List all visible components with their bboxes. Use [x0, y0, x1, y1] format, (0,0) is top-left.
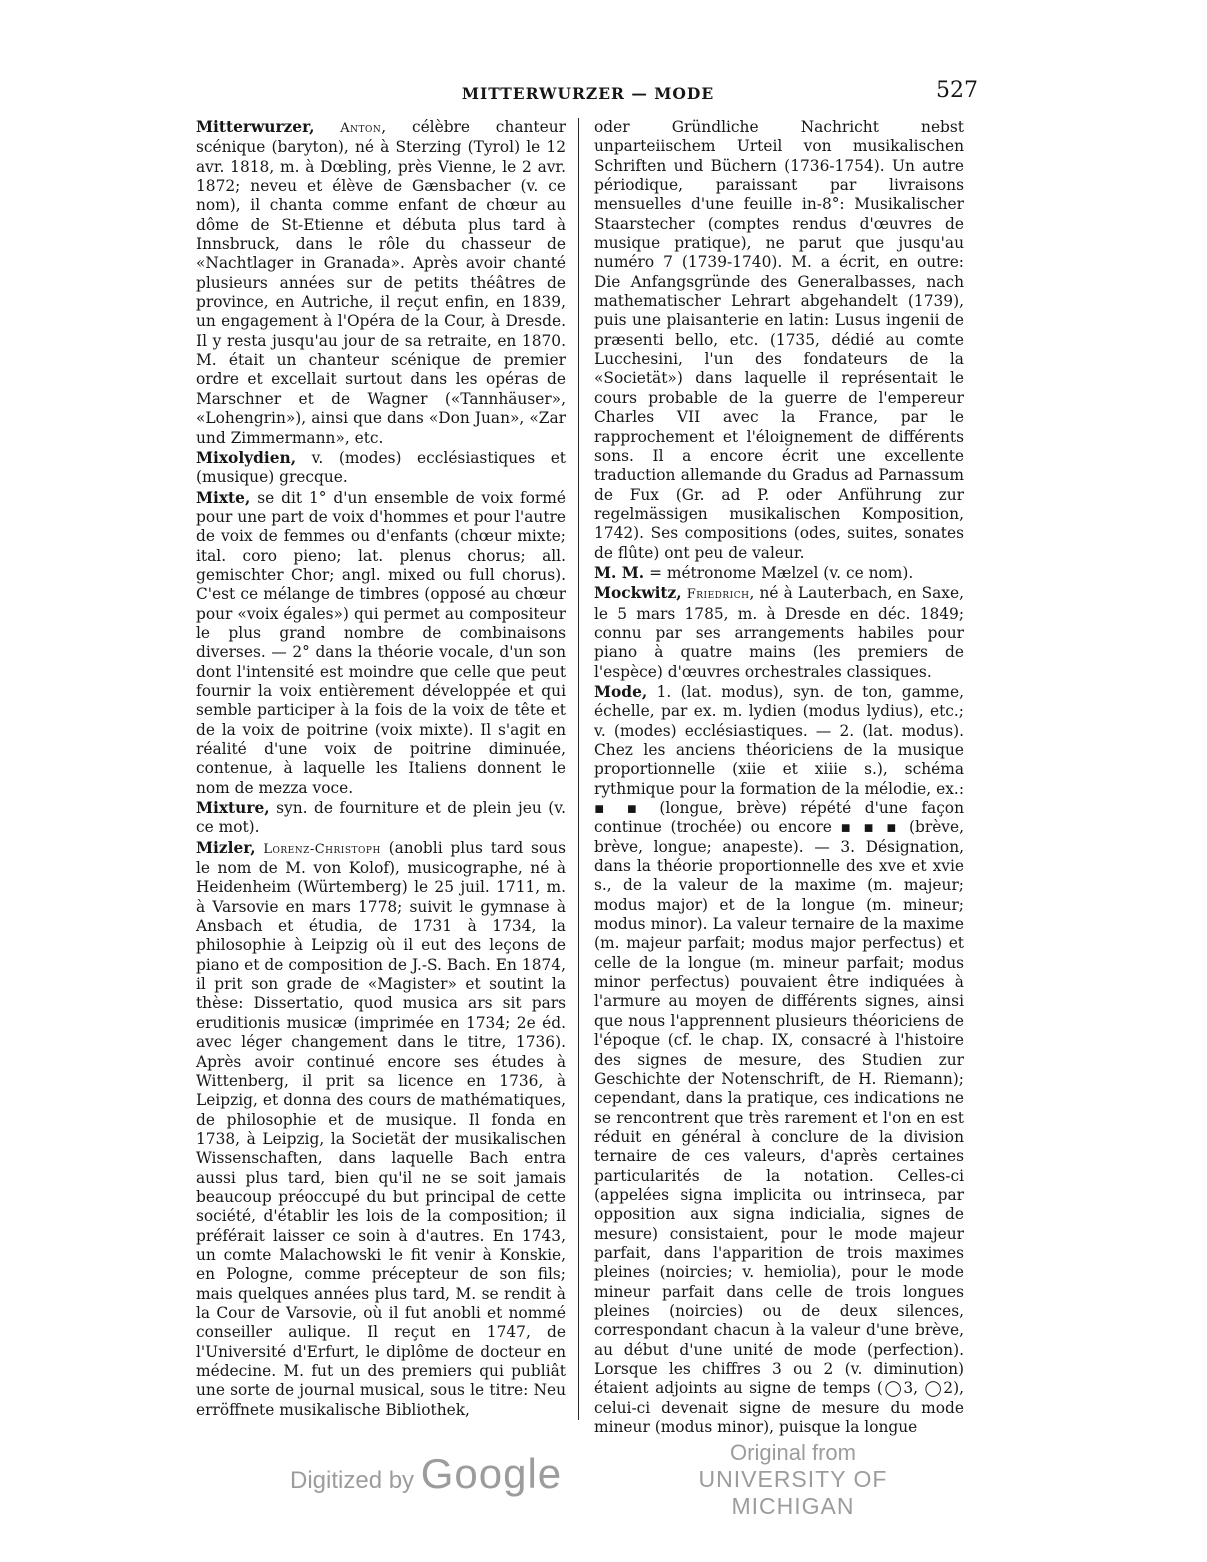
entry-headword: Mode,	[594, 682, 648, 701]
digitization-footer	[0, 1440, 1207, 1519]
entry-body: (anobli plus tard sous le nom de M. von Kolof), musicographe, né à Heidenheim (Würtemberg) le 25 juil. 1711, m. à Varsovie en mars 1778; suivit le gymnase à Ansbach et étudia, de 1731 à 1734, la philosophie à Leipzig où il eut des leçons de piano et de composition de J.-S. Bach. En 1874, il prit son grade de «Magister» et soutint la thèse: Dissertatio, quod musica ars sit pars eruditionis musicæ (imprimée en 1734; 2e éd. avec léger changement dans le titre, 1736). Après avoir continué encore ses études à Wittenberg, il prit sa licence en 1736, à Leipzig, et donna des cours de mathématiques, de philosophie et de musique. Il fonda en 1738, à Leipzig, la Societät der musikalischen Wissenschaften, dans laquelle Bach entra aussi plus tard, bien qu'il ne se soit jamais beaucoup préoccupé du but principal de cette société, d'établir les lois de la composition; il préférait laisser ce soin à d'autres. En 1743, un comte Malachowski le fit venir à Konskie, en Pologne, comme précepteur de son fils; mais quelques années plus tard, M. se rendit à la Cour de Varsovie, où il fut anobli et nommé conseiller aulique. Il reçut en 1747, de l'Université d'Erfurt, le diplôme de docteur en médecine. M. fut un des premiers qui publiât une sorte de journal musical, sous le titre: Neu erröffnete musikalische Bibliothek,	[196, 838, 566, 1419]
column-divider	[578, 118, 579, 1420]
page-number: 527	[936, 78, 978, 103]
entry-body: v. (modes) ecclésiastiques et (musique) grecque.	[196, 448, 566, 487]
entry-mode	[594, 683, 964, 1437]
entry-headword: Mixolydien,	[196, 448, 297, 467]
entry-forename: Anton	[340, 121, 382, 136]
original-from-label: Original from	[730, 1440, 856, 1465]
left-column	[196, 118, 566, 1421]
entry-mizler-continued	[594, 118, 964, 563]
running-head: MITTERWURZER — MODE	[461, 84, 715, 103]
original-from	[668, 1440, 918, 1520]
digitized-by-google	[290, 1450, 562, 1498]
university-name: UNIVERSITY OF MICHIGAN	[698, 1466, 888, 1519]
entry-forename: Friedrich	[686, 587, 750, 603]
entry-headword: M. M.	[594, 563, 645, 582]
digitized-prefix: Digitized by	[290, 1467, 415, 1494]
entry-mixture	[196, 799, 566, 838]
entry-mizler	[196, 839, 566, 1420]
entry-forename: Lorenz-Christoph	[263, 841, 381, 857]
entry-mm	[594, 564, 964, 583]
entry-mitterwurzer	[196, 118, 566, 448]
right-column	[594, 118, 964, 1438]
entry-body: se dit 1° d'un ensemble de voix formé pour une part de voix d'hommes et pour l'autre de voix de femmes ou d'enfants (chœur mixte; ital. coro pieno; lat. plenus chorus; all. gemischter Chor; angl. mixed ou full chorus). C'est ce mélange de timbres (opposé au chœur pour «voix égales») qui permet au compositeur le plus grand nombre de combinaisons diverses. — 2° dans la théorie vocale, d'un son dont l'intensité est moindre que celle que peut fournir la voix entièrement développée et qui semble participer à la fois de la voix de tête et de la voix de poitrine (voix mixte). Il s'agit en réalité d'une voix de poitrine diminuée, contenue, à laquelle les Italiens donnent le nom de mezza voce.	[196, 488, 566, 797]
entry-body: syn. de fourniture et de plein jeu (v. ce mot).	[196, 799, 566, 837]
page-header	[196, 78, 980, 108]
entry-headword: Mixture,	[196, 799, 270, 818]
entry-headword: Mockwitz,	[594, 584, 682, 603]
entry-body: , célèbre chanteur scénique (baryton), né à Sterzing (Tyrol) le 12 avr. 1818, m. à Dœbling, près Vienne, le 2 avr. 1872; neveu et élève de Gænsbacher (v. ce nom), il chanta comme enfant de chœur au dôme de St-Etienne et débuta plus tard à Innsbruck, dans le rôle du chasseur de «Nachtlager in Granada». Après avoir chanté plusieurs années sur de petits théâtres de province, en Autriche, il reçut enfin, en 1839, un engagement à l'Opéra de la Cour, à Dresde. Il y resta jusqu'au jour de sa retraite, en 1870. M. était un chanteur scénique de premier ordre et excellait surtout dans les opéras de Marschner et de Wagner («Tannhäuser», «Lohengrin»), ainsi que dans «Don Juan», «Zar und Zimmermann», etc.	[196, 118, 566, 447]
entry-body: oder Gründliche Nachricht nebst unparteiischem Urteil von musikalischen Schriften und Büchern (1736-1754). Un autre périodique, paraissant par livraisons mensuelles d'une feuille in-8°: Musikalischer Staarstecher (comptes rendus d'œuvres de musique pratique), ne parut que jusqu'au numéro 7 (1739-1740). M. a écrit, en outre: Die Anfangsgründe des Generalbasses, nach mathematischer Lehrart abgehandelt (1739), puis une plaisanterie en latin: Lusus ingenii de præsenti bello, etc. (1735, dédié au comte Lucchesini, l'un des fondateurs de la «Societät») dans laquelle il représentait le cours probable de la guerre de l'empereur Charles VII avec la France, par le rapprochement et l'éloignement de différents sons. Il a encore écrit une excellente traduction allemande du Gradus ad Parnassum de Fux (Gr. ad P. oder Anführung zur regelmässigen musikalischen Komposition, 1742). Ses compositions (odes, suites, sonates de flûte) ont peu de valeur.	[594, 118, 964, 562]
entry-mixolydien	[196, 449, 566, 488]
entry-headword: Mitterwurzer,	[196, 118, 315, 136]
entry-body: 1. (lat. modus), syn. de ton, gamme, échelle, par ex. m. lydien (modus lydius), etc.; v. (modes) ecclésiastiques. — 2. (lat. modus). Chez les anciens théoriciens de la musique proportionnelle (xiie et xiiie s.), schéma rythmique pour la formation de la mélodie, ex.: ▪ ▪ (longue, brève) répété d'une façon continue (trochée) ou encore ▪ ▪ ▪ (brève, brève, longue; anapeste). — 3. Désignation, dans la théorie proportionnelle des xve et xvie s., de la valeur de la maxime (m. majeur; modus major) et de la longue (m. mineur; modus minor). La valeur ternaire de la maxime (m. majeur parfait; modus major perfectus) et celle de la longue (m. mineur parfait; modus minor perfectus) pouvaient être indiquées à l'armure au moyen de différents signes, ainsi que nous l'apprennent plusieurs théoriciens de l'époque (cf. le chap. IX, consacré à l'histoire des signes de mesure, des Studien zur Geschichte der Notenschrift, de H. Riemann); cependant, dans la pratique, ces indications ne se rencontrent que très rarement et l'on en est réduit en général à conclure de la division ternaire de ces valeurs, d'après certaines particularités de la notation. Celles-ci (appelées signa implicita ou intrinseca, par opposition aux signa indicialia, signes de mesure) consistaient, pour le mode majeur parfait, dans l'apparition de trois maximes pleines (noircies; v. hemiolia), pour le mode mineur parfait dans celle de trois longues pleines (noircies) ou de deux silences, correspondant chacun à la valeur d'une brève, au début d'une unité de mode (perfection). Lorsque les chiffres 3 ou 2 (v. diminution) étaient adjoints au signe de temps (◯3, ◯2), celui-ci devenait signe de mesure du mode mineur (modus minor), puisque la longue	[594, 682, 964, 1437]
google-logo: Google	[420, 1450, 563, 1497]
entry-mixte	[196, 489, 566, 799]
entry-headword: Mizler,	[196, 838, 256, 857]
entry-body: , né à Lauterbach, en Saxe, le 5 mars 1785, m. à Dresde en déc. 1849; connu par ses arrangements habiles pour piano à quatre mains (les premiers de l'espèce) d'œuvres orchestrales classiques.	[594, 584, 964, 681]
entry-body: = métronome Mælzel (v. ce nom).	[649, 563, 914, 582]
entry-headword: Mixte,	[196, 488, 251, 507]
entry-mockwitz	[594, 584, 964, 682]
